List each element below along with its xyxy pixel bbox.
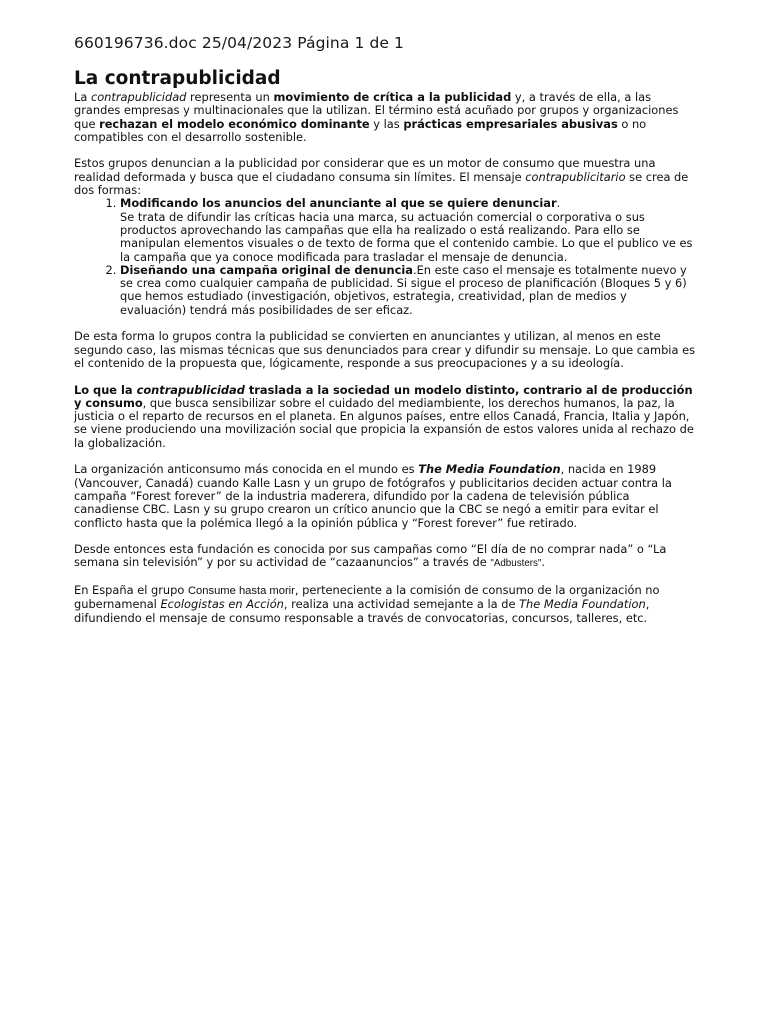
italic-term: contrapublicitario [525, 169, 626, 184]
list-item-description: Se trata de difundir las críticas hacia una marca, su actuación comercial o corporativa o sus productos aprovechando las campañas que ella ha realizado o está realizando. Para ello se manipulan elementos visuales o de texto de forma que el contenido cambie. Lo que el publico ve es la campaña que ya conoce modificada para trasladar el mensaje de denuncia. [120, 209, 693, 264]
bold-italic-term: contrapublicidad [136, 382, 245, 397]
text: , que busca sensibilizar sobre el cuidado del mediambiente, los derechos humanos, la paz, la justicia o el reparto de recursos en el planeta. En algunos países, entre ellos Canadá, Francia, Italia y Japón, se viene produciendo una movilización social que propicia la expansión de estos valores unida al rechazo de la globalización. [74, 395, 694, 450]
text: Estos grupos denuncian a la publicidad por considerar que es un motor de consumo que muestra una realidad deformada y busca que el ciudadano consuma sin límites. El mensaje [74, 156, 656, 184]
text: La [74, 90, 91, 104]
text: representa un [186, 90, 274, 104]
text: o no compatibles con el desarrollo sostenible. [74, 116, 647, 144]
text: , realiza una actividad semejante a la de [283, 597, 520, 612]
text: En España el grupo [74, 582, 188, 597]
forms-list [74, 197, 696, 317]
paragraph-spain [74, 584, 696, 625]
text: . [541, 555, 546, 570]
italic-term: The Media Foundation [519, 597, 646, 612]
paragraph-media-foundation [74, 463, 696, 529]
italic-term: Ecologistas en Acción [160, 597, 284, 612]
list-item-title: Diseñando una campaña original de denuncia [120, 262, 413, 277]
page-header: 660196736.doc 25/04/2023 Página 1 de 1 [74, 34, 405, 52]
list-item-description: .En este caso el mensaje es totalmente nuevo y se crea como cualquier campaña de publicidad. Si sigue el proceso de planificación (Bloques 5 y 6) que hemos estudiado (investigación, objetivos, estrategia, creatividad, plan de medios y evaluación) tendrá más posibilidades de ser eficaz. [120, 262, 687, 317]
bold-phrase: Lo que la [74, 382, 137, 397]
paragraph-techniques: De esta forma lo grupos contra la publicidad se convierten en anunciantes y utilizan, al menos en este segundo caso, las mismas técnicas que sus denunciados para crear y difundir su mensaje. Lo que cambia es el contenido de la propuesta que, lógicamente, responde a sus preocupaciones y a su ideología. [74, 329, 696, 370]
paragraph-society [74, 384, 696, 450]
document-body [74, 68, 696, 638]
list-item-title: Modificando los anuncios del anunciante al que se quiere denunciar [120, 196, 557, 211]
bold-phrase: movimiento de crítica a la publicidad [273, 90, 512, 104]
text: La organización anticonsumo más conocida en el mundo es [74, 462, 419, 477]
text: y las [369, 116, 404, 131]
paragraph-campaigns [74, 543, 696, 571]
bold-phrase: traslada a la sociedad un modelo distinto, contrario al de producción y consumo [74, 382, 693, 410]
text: se crea de dos formas: [74, 169, 689, 198]
bold-italic-term: The Media Foundation [418, 462, 561, 477]
text: Desde entonces esta fundación es conocida por sus campañas como “El día de no comprar nada” o “La semana sin televisión” y por su actividad de “cazaanuncios” a través de [74, 542, 667, 570]
text: , perteneciente a la comisión de consumo de la organización no gubernamenal [74, 582, 660, 612]
paragraph-groups [74, 157, 696, 197]
list-item [120, 197, 696, 263]
list-item-suffix: . [556, 196, 561, 211]
text: y, a través de ella, a las grandes empresas y multinacionales que la utilizan. El término está acuñado por grupos y organizaciones que [74, 90, 679, 131]
adbusters-name: "Adbusters" [490, 558, 542, 570]
group-name: Consume hasta morir [187, 584, 295, 597]
bold-phrase: rechazan el modelo económico dominante [99, 116, 370, 131]
text: , difundiendo el mensaje de consumo responsable a través de convocatorias, concursos, talleres, etc. [74, 597, 650, 625]
list-item [120, 264, 696, 317]
bold-phrase: prácticas empresariales abusivas [403, 116, 618, 131]
document-title: La contrapublicidad [74, 68, 281, 89]
italic-term: contrapublicidad [90, 90, 187, 104]
text: , nacida en 1989 (Vancouver, Canadá) cuando Kalle Lasn y un grupo de fotógrafos y publicitarios deciden actuar contra la campaña “Forest forever” de la industria maderera, difundido por la cadena de televisión pública canadiense CBC. Lasn y su grupo crearon un crítico anuncio que la CBC se negó a emitir para evitar el conflicto hasta que la polémica llegó a la opinión pública y “Forest forever” fue retirado. [74, 462, 672, 530]
paragraph-intro [74, 91, 696, 144]
